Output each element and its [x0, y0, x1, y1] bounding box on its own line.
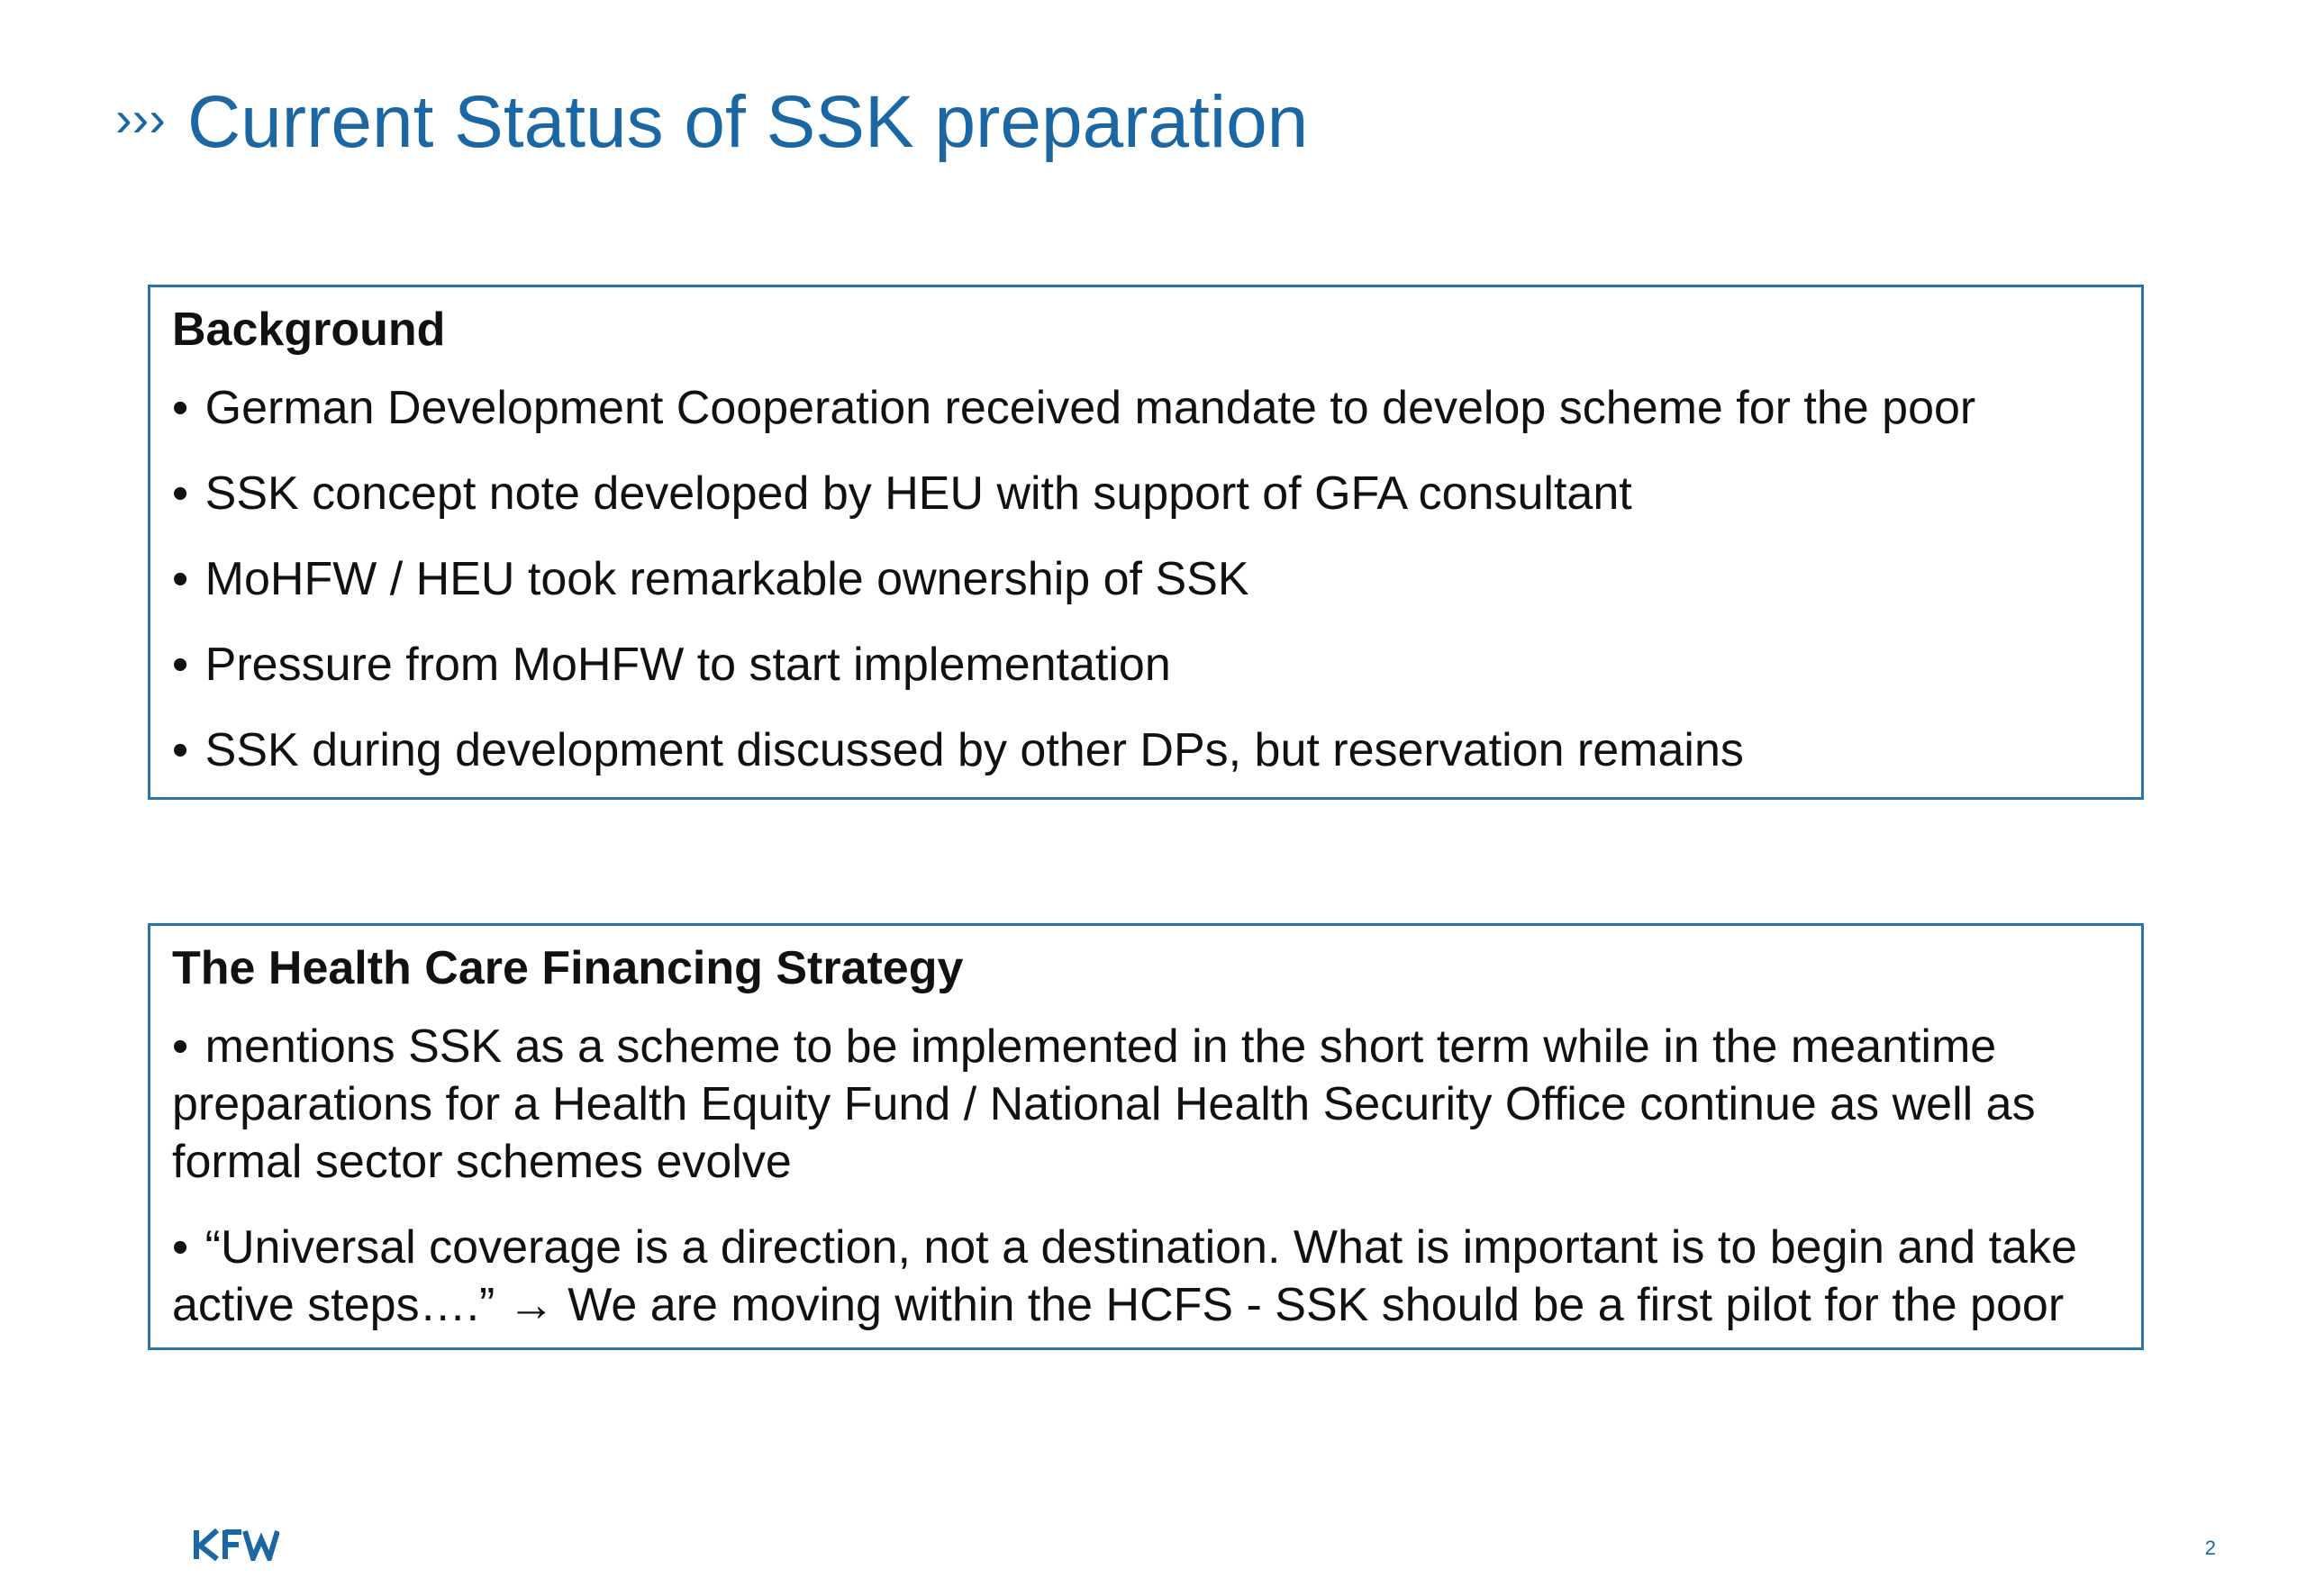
background-box [148, 285, 2144, 800]
background-bullet: • German Development Cooperation received mandate to develop scheme for the poor [172, 382, 1976, 435]
background-bullet: • Pressure from MoHFW to start implementation [172, 639, 1171, 692]
background-bullet: • MoHFW / HEU took remarkable ownership of SSK [172, 553, 1249, 606]
hcfs-bullet: • mentions SSK as a scheme to be implemented in the short term while in the meantime preparations for a Health Equity Fund / National Health Security Office continue as well as formal sector schemes evolve [172, 1020, 2036, 1189]
hcfs-box [148, 923, 2144, 1350]
page-number: 2 [2204, 1537, 2216, 1559]
title-text: Current Status of SSK preparation [186, 81, 1309, 163]
background-bullet: • SSK during development discussed by other DPs, but reservation remains [172, 724, 1744, 777]
title-chevrons: ››› [115, 90, 166, 147]
slide-title [115, 77, 1308, 168]
hcfs-heading: The Health Care Financing Strategy [172, 942, 964, 994]
kfw-logo [193, 1528, 279, 1561]
background-heading: Background [172, 304, 446, 356]
hcfs-bullet: • “Universal coverage is a direction, not a destination. What is important is to begin and take active steps….” → We are moving within the HCFS - SSK should be a first pilot for the poor [172, 1221, 2077, 1332]
background-bullet: • SSK concept note developed by HEU with support of GFA consultant [172, 467, 1632, 521]
